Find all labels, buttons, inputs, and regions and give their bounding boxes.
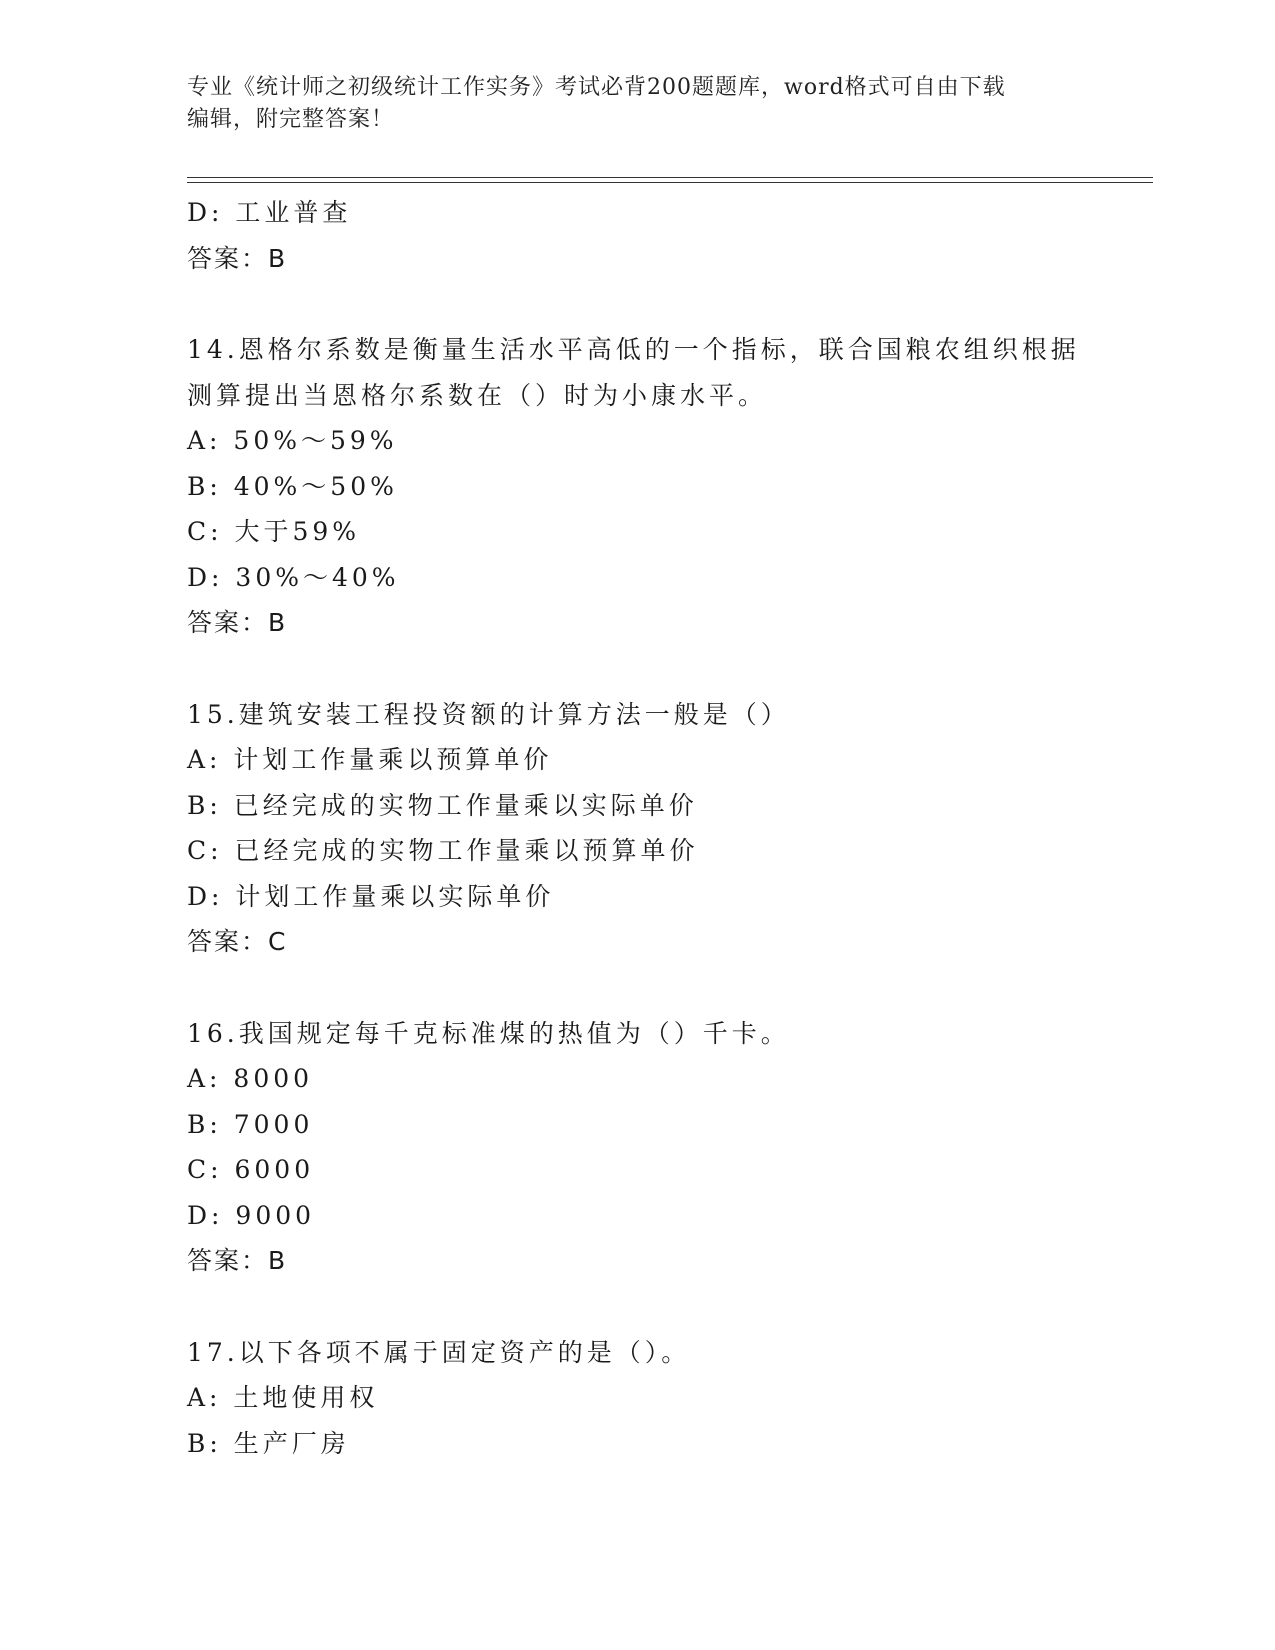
header-line-1: 专业《统计师之初级统计工作实务》考试必背200题题库，word格式可自由下载	[187, 75, 1006, 100]
option-c: C: 大于59%	[187, 517, 361, 546]
header-rule-top	[187, 177, 1153, 178]
question-stem: 测算提出当恩格尔系数在（）时为小康水平。	[187, 380, 768, 410]
question-15	[187, 692, 1087, 965]
question-stem: 16.我国规定每千克标准煤的热值为（）千卡。	[187, 1018, 790, 1048]
option-c: C: 已经完成的实物工作量乘以预算单价	[187, 836, 699, 865]
question-17	[187, 1330, 1087, 1467]
answer-line: 答案：B	[187, 608, 288, 637]
option-b: B: 7000	[187, 1109, 314, 1139]
header-rule-bottom	[187, 182, 1153, 183]
option-a: A: 计划工作量乘以预算单价	[187, 745, 553, 774]
header-line-2: 编辑，附完整答案！	[187, 107, 395, 132]
option-d: D: 30%～40%	[187, 562, 400, 592]
option-a: A: 土地使用权	[187, 1383, 379, 1412]
question-stem: 14.恩格尔系数是衡量生活水平高低的一个指标，联合国粮农组织根据	[187, 335, 1080, 364]
question-stem: 17.以下各项不属于固定资产的是（）。	[187, 1337, 691, 1367]
option-c: C: 6000	[187, 1155, 315, 1184]
question-16	[187, 1011, 1087, 1284]
answer-line: 答案：B	[187, 1246, 288, 1275]
question-stem: 15.建筑安装工程投资额的计算方法一般是（）	[187, 699, 790, 729]
option-d: D: 计划工作量乘以实际单价	[187, 881, 555, 911]
option-b: B: 已经完成的实物工作量乘以实际单价	[187, 790, 698, 820]
option-b: B: 生产厂房	[187, 1428, 350, 1458]
option-a: A: 8000	[187, 1064, 314, 1093]
option-b: B: 40%～50%	[187, 471, 398, 501]
option-d: D: 9000	[187, 1200, 316, 1230]
question-list	[187, 190, 1087, 1466]
answer-line: 答案：C	[187, 927, 288, 956]
option-a: A: 50%～59%	[187, 426, 398, 455]
answer-line: 答案：B	[187, 243, 288, 273]
option-d: D: 工业普查	[187, 198, 352, 227]
question-14	[187, 327, 1087, 646]
document-header	[187, 72, 1087, 136]
